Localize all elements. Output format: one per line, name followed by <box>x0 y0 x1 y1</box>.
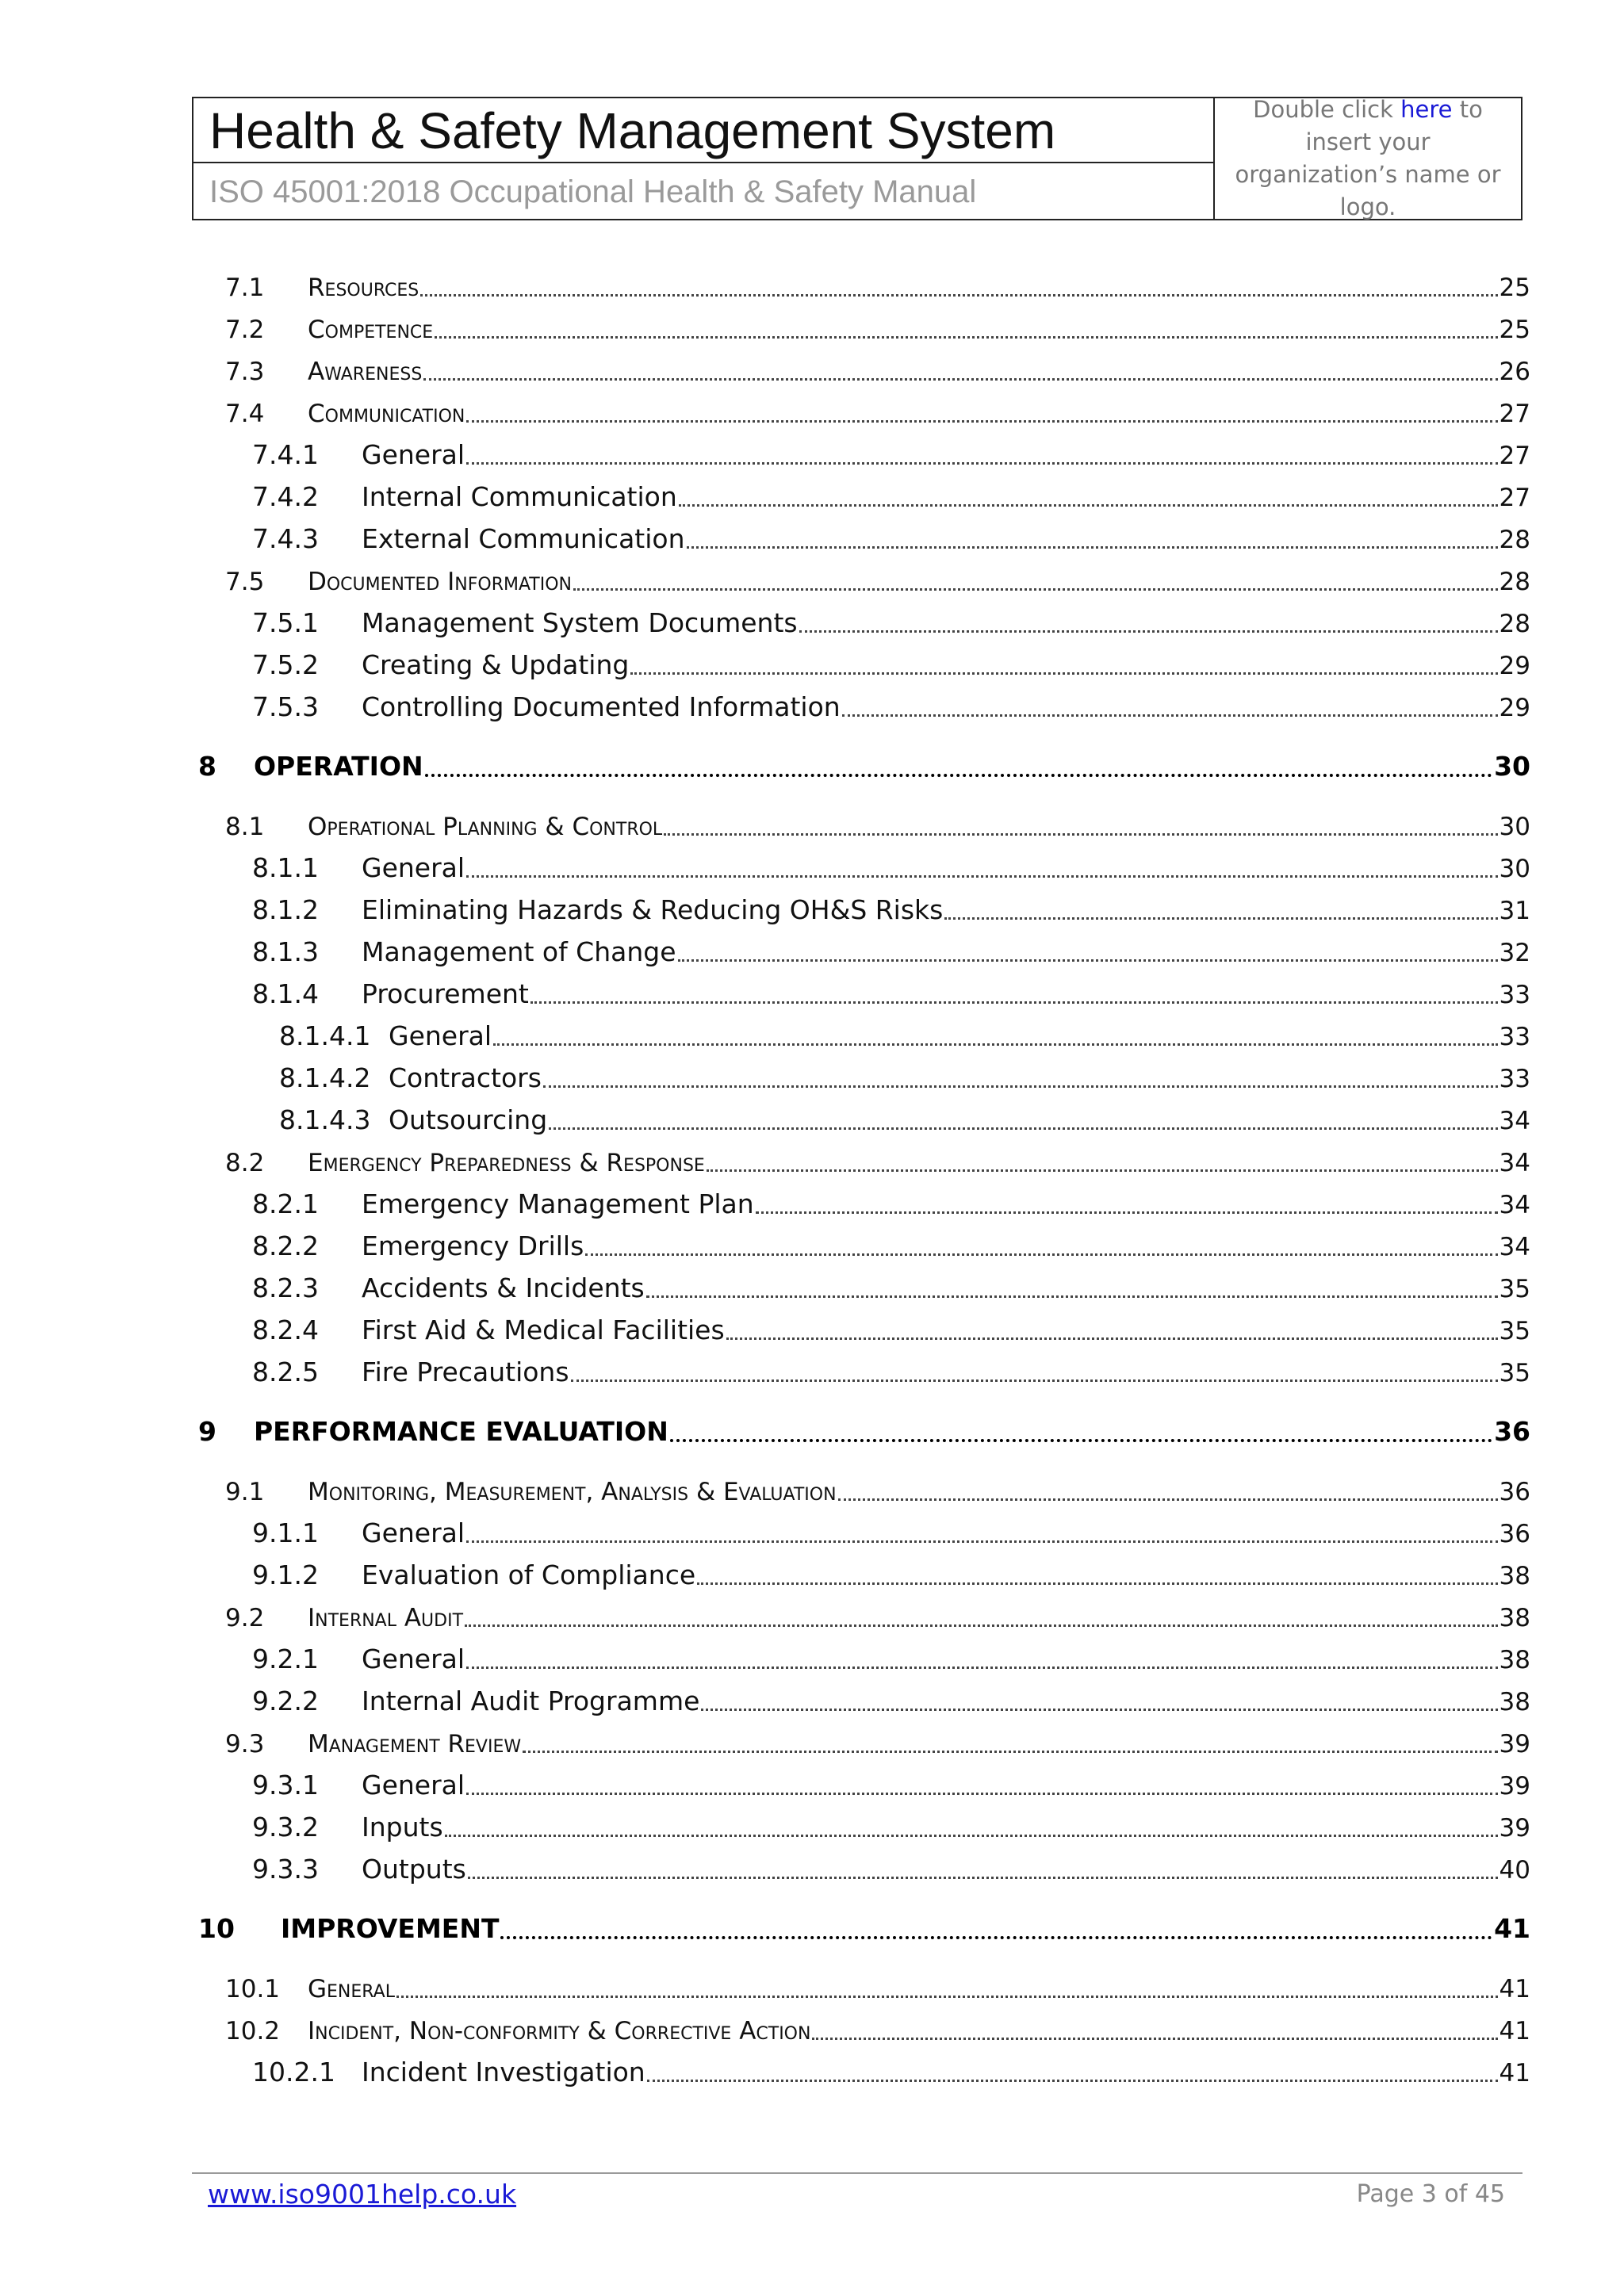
toc-dot-leader <box>842 714 1498 717</box>
toc-entry-9-2[interactable] <box>225 1594 1530 1632</box>
logo-insert-link[interactable]: here <box>1400 96 1453 123</box>
toc-dot-leader <box>423 378 1497 381</box>
toc-entry-title: Competence <box>308 316 434 344</box>
toc-entry-title: Resources <box>308 274 419 302</box>
toc-dot-leader <box>697 1582 1497 1585</box>
toc-entry-number: 9.3.1 <box>252 1770 319 1800</box>
toc-dot-leader <box>701 1709 1497 1711</box>
page-number: Page 3 of 45 <box>1356 2180 1505 2208</box>
toc-entry-number: 7.5 <box>225 568 265 596</box>
toc-entry-title: Monitoring, Measurement, Analysis & Evaluation <box>308 1478 837 1506</box>
toc-dot-leader <box>425 774 1492 777</box>
toc-entry-8-2-5[interactable] <box>252 1349 1530 1387</box>
toc-entry-number: 10.2 <box>225 2017 281 2045</box>
toc-entry-title: Communication <box>308 400 465 428</box>
toc-dot-leader <box>543 1085 1498 1088</box>
toc-entry-number: 8.1.4 <box>252 978 319 1009</box>
toc-entry-number: 8.1.4.2 <box>279 1062 371 1093</box>
toc-entry-page-number: 38 <box>1499 1604 1530 1632</box>
toc-entry-page-number: 34 <box>1499 1149 1530 1177</box>
toc-entry-8-1-4-3[interactable] <box>279 1097 1530 1135</box>
toc-entry-number: 10 <box>198 1913 235 1944</box>
toc-dot-leader <box>573 588 1498 591</box>
toc-entry-7-5-2[interactable] <box>252 642 1530 680</box>
toc-entry-8[interactable] <box>198 744 1530 782</box>
toc-dot-leader <box>799 630 1498 633</box>
toc-entry-title: Outsourcing <box>389 1104 548 1135</box>
toc-entry-8-1-3[interactable] <box>252 929 1530 967</box>
toc-dot-leader <box>812 2038 1497 2040</box>
toc-entry-number: 9.2 <box>225 1604 265 1632</box>
toc-entry-page-number: 39 <box>1499 1772 1530 1800</box>
toc-entry-7-5-3[interactable] <box>252 684 1530 722</box>
toc-entry-7-2[interactable] <box>225 306 1530 344</box>
toc-entry-9-3-3[interactable] <box>252 1846 1530 1885</box>
toc-entry-page-number: 41 <box>1499 2059 1530 2087</box>
toc-entry-page-number: 34 <box>1499 1233 1530 1261</box>
toc-entry-title: General <box>308 1975 395 2003</box>
toc-entry-title: Procurement <box>362 978 529 1009</box>
toc-entry-8-1-4-1[interactable] <box>279 1013 1530 1051</box>
toc-entry-number: 7.5.3 <box>252 691 319 722</box>
toc-dot-leader <box>500 1936 1492 1939</box>
toc-entry-title: General <box>362 439 465 470</box>
logo-prompt-text-before: Double click <box>1253 96 1401 123</box>
toc-entry-number: 8.2.4 <box>252 1314 319 1345</box>
toc-entry-page-number: 28 <box>1499 526 1530 554</box>
toc-entry-number: 8.1.1 <box>252 852 319 883</box>
toc-entry-title: Management Review <box>308 1730 522 1758</box>
toc-dot-leader <box>493 1043 1497 1046</box>
toc-entry-page-number: 41 <box>1499 1975 1530 2003</box>
toc-entry-number: 9.3.3 <box>252 1854 319 1885</box>
toc-entry-9[interactable] <box>198 1409 1530 1447</box>
toc-entry-8-1-1[interactable] <box>252 845 1530 883</box>
toc-entry-title: Inputs <box>362 1812 443 1843</box>
toc-entry-page-number: 27 <box>1499 400 1530 428</box>
toc-dot-leader <box>445 1835 1498 1837</box>
toc-entry-title: General <box>362 852 465 883</box>
toc-entry-number: 8.2.1 <box>252 1188 319 1219</box>
toc-entry-title: Incident Investigation <box>362 2057 645 2087</box>
toc-entry-number: 8.2 <box>225 1149 265 1177</box>
toc-entry-number: 8 <box>198 751 216 782</box>
toc-dot-leader <box>466 1540 1497 1543</box>
toc-entry-number: 8.1.4.1 <box>279 1020 371 1051</box>
toc-entry-7-4-3[interactable] <box>252 516 1530 554</box>
toc-entry-page-number: 38 <box>1499 1646 1530 1674</box>
toc-entry-page-number: 30 <box>1499 855 1530 883</box>
toc-entry-title: General <box>362 1644 465 1674</box>
toc-entry-7-4[interactable] <box>225 390 1530 428</box>
toc-entry-8-2-2[interactable] <box>252 1223 1530 1261</box>
toc-entry-title: Awareness <box>308 358 423 386</box>
toc-entry-page-number: 26 <box>1499 358 1530 386</box>
toc-dot-leader <box>664 833 1497 836</box>
toc-entry-number: 7.2 <box>225 316 265 344</box>
toc-entry-number: 10.1 <box>225 1975 281 2003</box>
toc-entry-title: PERFORMANCE EVALUATION <box>254 1416 668 1447</box>
toc-entry-number: 7.4 <box>225 400 265 428</box>
toc-dot-leader <box>687 546 1498 549</box>
toc-entry-number: 9.1 <box>225 1478 265 1506</box>
document-subtitle: ISO 45001:2018 Occupational Health & Safety Manual <box>209 174 977 209</box>
toc-entry-title: Emergency Drills <box>362 1230 584 1261</box>
toc-entry-page-number: 32 <box>1499 939 1530 967</box>
toc-entry-title: Contractors <box>389 1062 542 1093</box>
toc-entry-page-number: 29 <box>1499 694 1530 722</box>
toc-dot-leader <box>549 1127 1497 1130</box>
toc-entry-9-3[interactable] <box>225 1720 1530 1758</box>
toc-dot-leader <box>647 2080 1498 2082</box>
toc-dot-leader <box>726 1337 1498 1340</box>
toc-dot-leader <box>530 1001 1498 1004</box>
toc-entry-8-1-4[interactable] <box>252 971 1530 1009</box>
toc-entry-8-1[interactable] <box>225 803 1530 841</box>
toc-entry-10-2-1[interactable] <box>252 2049 1530 2087</box>
toc-entry-page-number: 25 <box>1499 316 1530 344</box>
toc-entry-page-number: 29 <box>1499 652 1530 680</box>
toc-entry-8-1-4-2[interactable] <box>279 1055 1530 1093</box>
toc-entry-title: IMPROVEMENT <box>281 1913 500 1944</box>
toc-entry-page-number: 38 <box>1499 1688 1530 1716</box>
toc-entry-title: Creating & Updating <box>362 649 630 680</box>
toc-entry-page-number: 30 <box>1499 813 1530 841</box>
toc-entry-page-number: 28 <box>1499 568 1530 596</box>
toc-entry-8-2-1[interactable] <box>252 1181 1530 1219</box>
toc-entry-8-1-2[interactable] <box>252 887 1530 925</box>
toc-entry-number: 9.1.1 <box>252 1517 319 1548</box>
toc-entry-number: 8.1.2 <box>252 894 319 925</box>
toc-entry-9-3-2[interactable] <box>252 1804 1530 1843</box>
toc-entry-title: Internal Audit Programme <box>362 1686 700 1716</box>
toc-entry-page-number: 35 <box>1499 1275 1530 1303</box>
toc-entry-7-3[interactable] <box>225 348 1530 386</box>
toc-entry-9-2-1[interactable] <box>252 1636 1530 1674</box>
toc-entry-number: 10.2.1 <box>252 2057 335 2087</box>
footer-divider <box>192 2172 1522 2174</box>
toc-entry-9-1-1[interactable] <box>252 1510 1530 1548</box>
toc-entry-title: Internal Communication <box>362 481 677 512</box>
toc-entry-10-2[interactable] <box>225 2007 1530 2045</box>
toc-entry-number: 9.2.1 <box>252 1644 319 1674</box>
toc-entry-page-number: 33 <box>1499 1023 1530 1051</box>
toc-entry-page-number: 27 <box>1499 484 1530 512</box>
toc-entry-page-number: 27 <box>1499 442 1530 470</box>
toc-entry-title: Incident, Non-conformity & Corrective Action <box>308 2017 811 2045</box>
toc-entry-number: 8.2.2 <box>252 1230 319 1261</box>
toc-entry-number: 7.3 <box>225 358 265 386</box>
toc-entry-title: Emergency Preparedness & Response <box>308 1149 705 1177</box>
toc-dot-leader <box>571 1380 1498 1382</box>
toc-entry-page-number: 35 <box>1499 1359 1530 1387</box>
toc-dot-leader <box>468 1877 1498 1879</box>
toc-entry-page-number: 39 <box>1499 1814 1530 1843</box>
toc-entry-title: General <box>362 1770 465 1800</box>
toc-entry-7-4-1[interactable] <box>252 432 1530 470</box>
logo-prompt-text-after: to insert your organization’s name or logo. <box>1235 96 1501 220</box>
toc-entry-page-number: 36 <box>1499 1478 1530 1506</box>
toc-entry-number: 8.1 <box>225 813 265 841</box>
toc-entry-page-number: 40 <box>1499 1856 1530 1885</box>
toc-dot-leader <box>435 336 1497 339</box>
toc-entry-number: 7.4.3 <box>252 523 319 554</box>
toc-entry-10-1[interactable] <box>225 1965 1530 2003</box>
toc-entry-title: External Communication <box>362 523 685 554</box>
toc-entry-page-number: 34 <box>1499 1107 1530 1135</box>
toc-entry-page-number: 33 <box>1499 981 1530 1009</box>
toc-entry-title: General <box>389 1020 492 1051</box>
toc-entry-8-2-4[interactable] <box>252 1307 1530 1345</box>
toc-entry-8-2-3[interactable] <box>252 1265 1530 1303</box>
toc-entry-title: Outputs <box>362 1854 466 1885</box>
toc-dot-leader <box>466 875 1497 878</box>
toc-entry-title: Management of Change <box>362 936 676 967</box>
toc-entry-title: Operational Planning & Control <box>308 813 663 841</box>
toc-entry-7-5[interactable] <box>225 558 1530 596</box>
toc-entry-8-2[interactable] <box>225 1139 1530 1177</box>
toc-entry-title: OPERATION <box>254 751 423 782</box>
toc-entry-title: Evaluation of Compliance <box>362 1559 696 1590</box>
toc-dot-leader <box>466 1793 1497 1795</box>
toc-entry-page-number: 35 <box>1499 1317 1530 1345</box>
toc-dot-leader <box>466 1667 1497 1669</box>
toc-entry-number: 7.4.1 <box>252 439 319 470</box>
toc-entry-title: Internal Audit <box>308 1604 464 1632</box>
toc-dot-leader <box>646 1295 1498 1298</box>
toc-entry-number: 7.4.2 <box>252 481 319 512</box>
toc-dot-leader <box>944 917 1497 920</box>
toc-entry-number: 8.2.5 <box>252 1357 319 1387</box>
toc-entry-number: 8.2.3 <box>252 1272 319 1303</box>
toc-entry-number: 9.3.2 <box>252 1812 319 1843</box>
toc-entry-9-2-2[interactable] <box>252 1678 1530 1716</box>
toc-entry-page-number: 31 <box>1499 897 1530 925</box>
toc-entry-number: 9 <box>198 1416 216 1447</box>
document-title: Health & Safety Management System <box>193 98 1213 163</box>
toc-entry-page-number: 25 <box>1499 274 1530 302</box>
toc-entry-page-number: 34 <box>1499 1191 1530 1219</box>
toc-entry-title: Eliminating Hazards & Reducing OH&S Risks <box>362 894 944 925</box>
toc-dot-leader <box>707 1169 1498 1172</box>
toc-dot-leader <box>756 1211 1498 1214</box>
footer-website-link[interactable]: www.iso9001help.co.uk <box>208 2179 517 2210</box>
toc-entry-9-1-2[interactable] <box>252 1552 1530 1590</box>
toc-entry-number: 7.5.2 <box>252 649 319 680</box>
toc-entry-page-number: 33 <box>1499 1065 1530 1093</box>
toc-entry-title: Fire Precautions <box>362 1357 569 1387</box>
toc-entry-number: 9.3 <box>225 1730 265 1758</box>
toc-entry-page-number: 38 <box>1499 1562 1530 1590</box>
toc-entry-title: Controlling Documented Information <box>362 691 841 722</box>
toc-entry-number: 7.1 <box>225 274 265 302</box>
toc-entry-title: First Aid & Medical Facilities <box>362 1314 725 1345</box>
toc-entry-9-1[interactable] <box>225 1468 1530 1506</box>
toc-dot-leader <box>466 420 1497 423</box>
toc-dot-leader <box>465 1624 1498 1627</box>
toc-dot-leader <box>630 672 1497 675</box>
toc-dot-leader <box>585 1253 1497 1256</box>
toc-entry-7-4-2[interactable] <box>252 474 1530 512</box>
toc-entry-number: 9.1.2 <box>252 1559 319 1590</box>
toc-entry-9-3-1[interactable] <box>252 1762 1530 1800</box>
toc-entry-number: 8.1.3 <box>252 936 319 967</box>
toc-entry-number: 9.2.2 <box>252 1686 319 1716</box>
toc-dot-leader <box>396 1996 1498 1998</box>
toc-dot-leader <box>523 1751 1497 1753</box>
toc-dot-leader <box>420 294 1497 297</box>
toc-dot-leader <box>466 462 1497 465</box>
toc-entry-title: General <box>362 1517 465 1548</box>
toc-entry-page-number: 39 <box>1499 1730 1530 1758</box>
toc-entry-7-1[interactable] <box>225 264 1530 302</box>
toc-dot-leader <box>678 959 1498 962</box>
toc-entry-page-number: 41 <box>1494 1913 1530 1944</box>
toc-entry-page-number: 36 <box>1494 1416 1530 1447</box>
toc-entry-page-number: 30 <box>1494 751 1530 782</box>
toc-entry-10[interactable] <box>198 1906 1530 1944</box>
toc-entry-7-5-1[interactable] <box>252 600 1530 638</box>
toc-entry-title: Documented Information <box>308 568 573 596</box>
toc-entry-title: Management System Documents <box>362 607 798 638</box>
toc-entry-title: Emergency Management Plan <box>362 1188 754 1219</box>
toc-entry-number: 7.5.1 <box>252 607 319 638</box>
toc-entry-page-number: 28 <box>1499 610 1530 638</box>
toc-entry-page-number: 41 <box>1499 2017 1530 2045</box>
toc-dot-leader <box>679 504 1498 507</box>
toc-entry-title: Accidents & Incidents <box>362 1272 645 1303</box>
toc-entry-number: 8.1.4.3 <box>279 1104 371 1135</box>
toc-dot-leader <box>670 1439 1492 1442</box>
toc-entry-page-number: 36 <box>1499 1520 1530 1548</box>
toc-dot-leader <box>838 1498 1498 1501</box>
